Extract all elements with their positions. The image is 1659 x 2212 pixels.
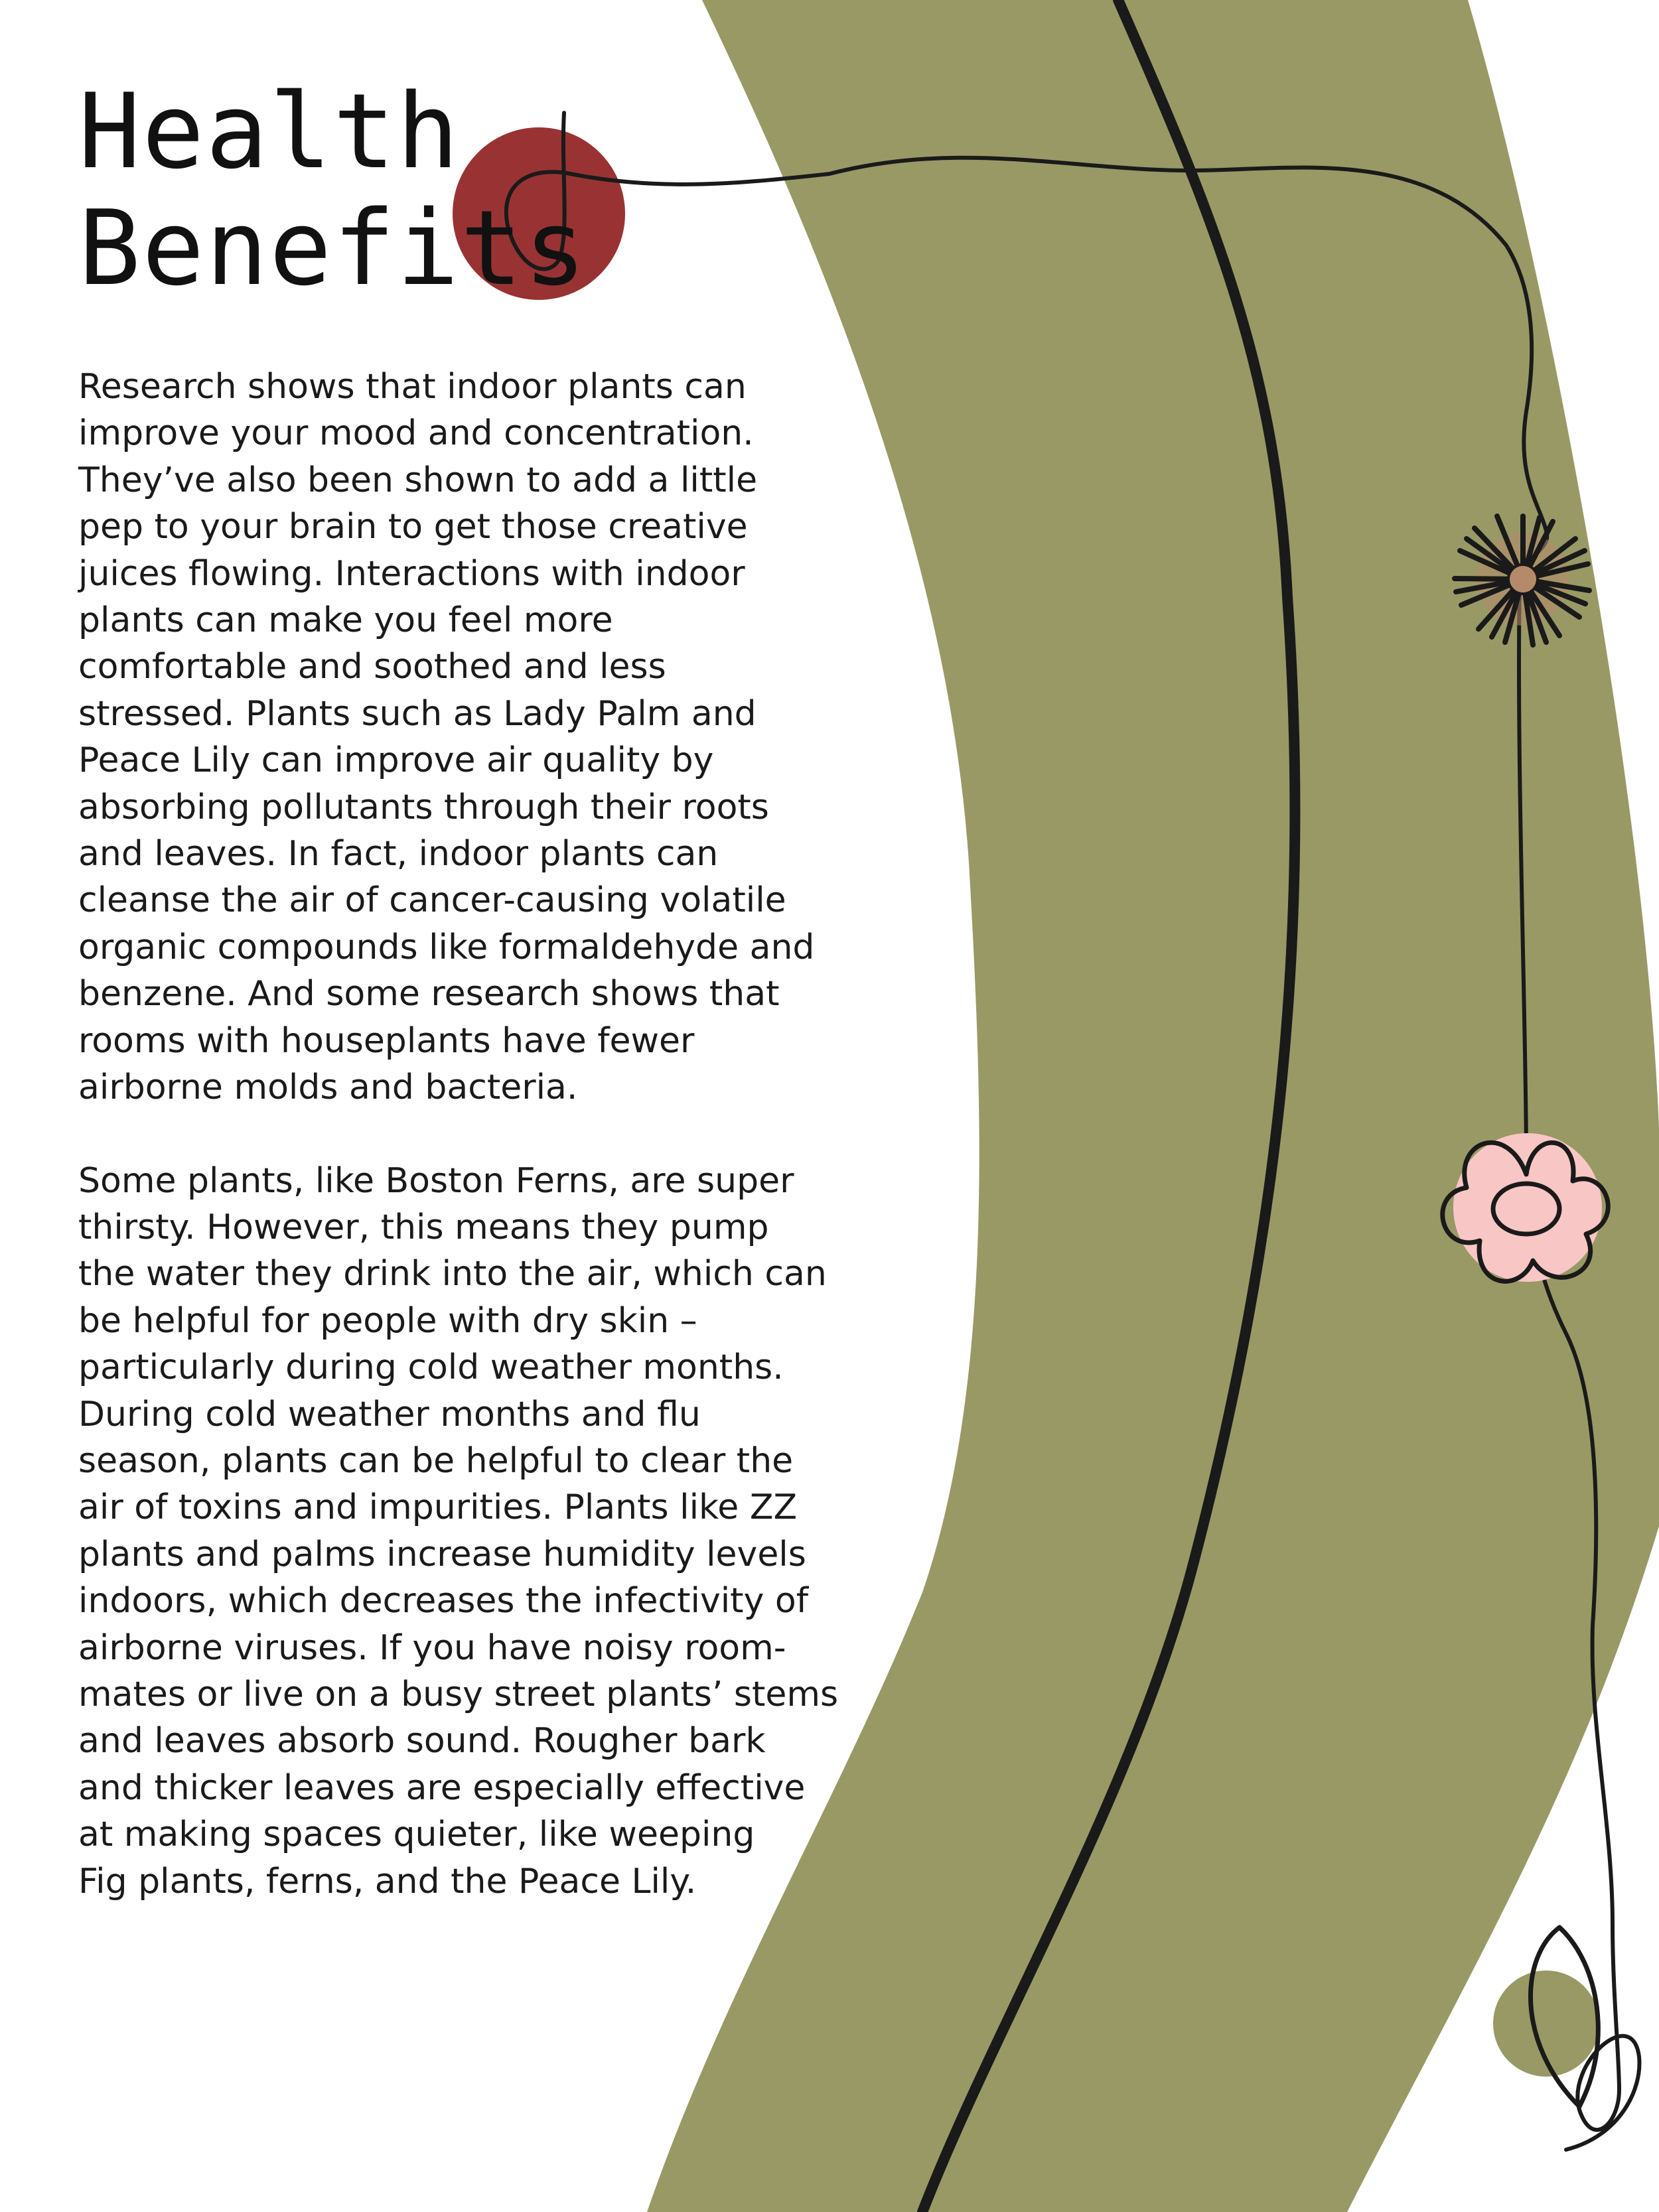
title-line-2: Benefits bbox=[78, 188, 588, 309]
paragraph-2: Some plants, like Boston Ferns, are super thirsty. However, this means they pump the water they drink into the air, which can be helpful for people with dry skin – particularly during cold weather months. During cold weather months and flu season, plants can be helpful to clear the air of toxins and impurities. Plants like ZZ plants and palms increase humidity levels indoors, which decreases the infectivity of airborne viruses. If you have noisy room- mates or live on a busy street plants’ stems and leaves absorb sound. Rougher bark and thicker leaves are especially effective at making spaces quieter, like weeping Fig plants, ferns, and the Peace Lily. bbox=[78, 1160, 839, 1901]
paragraph-1: Research shows that indoor plants can improve your mood and concentration. They’ve also been shown to add a little pep to your brain to get those creative juices flowing. Interactions with indoor plants can make you feel more comfortable and soothed and less stressed. Plants such as Lady Palm and Peace Lily can improve air quality by absorbing pollutants through their roots and leaves. In fact, indoor plants can cleanse the air of cancer-causing volatile organic compounds like formaldehyde and benzene. And some research shows that rooms with houseplants have fewer airborne molds and bacteria. bbox=[78, 367, 815, 1108]
title-line-1: Health bbox=[78, 71, 461, 192]
body-text bbox=[78, 364, 841, 1905]
leaf-bud-icon bbox=[1493, 1927, 1599, 2107]
page-title bbox=[78, 73, 587, 307]
